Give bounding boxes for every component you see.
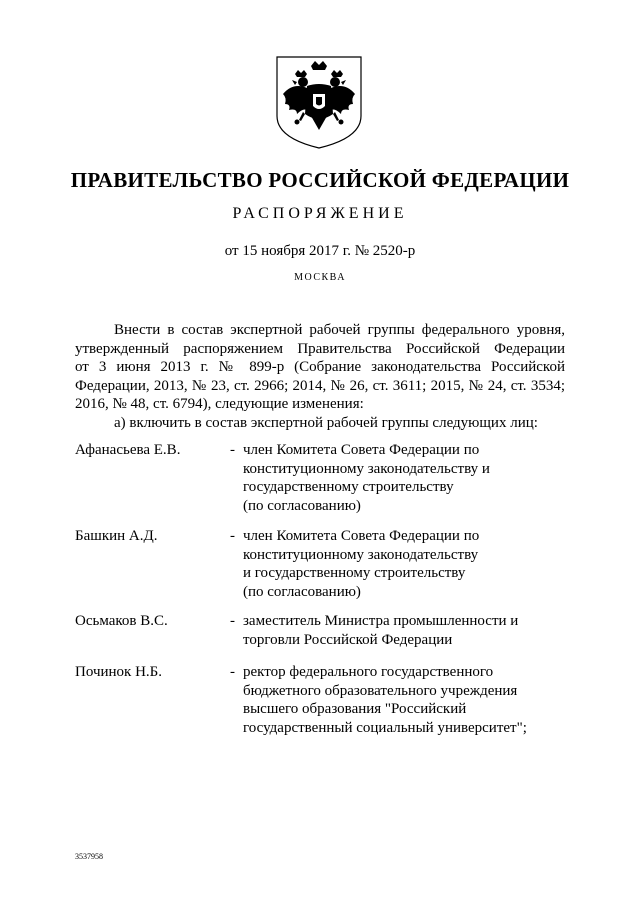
member-role-line: торговли Российской Федерации [243,631,453,648]
decree-text [75,321,565,432]
member-name: Башкин А.Д. [75,528,158,544]
decree-text-line: утвержденный распоряжением Правительства Российской Федерации [75,340,565,357]
member-name: Афанасьева Е.В. [75,442,181,458]
member-role [243,663,573,737]
member-role-line: (по согласованию) [243,497,361,514]
member-role [243,441,573,515]
member-role-line: конституционному законодательству [243,546,479,563]
member-role [243,527,573,601]
document-type: РАСПОРЯЖЕНИЕ [232,205,408,222]
member-role-line: член Комитета Совета Федерации по [243,528,480,544]
decree-text-line: Внести в состав экспертной рабочей группы федерального уровня, [114,322,565,338]
member-dash: - [230,664,235,680]
member-role-line: член Комитета Совета Федерации по [243,442,480,458]
member-role-line: бюджетного образовательного учреждения [243,682,518,699]
member-role-line: государственный социальный университет"; [243,719,527,736]
decree-text-line: Федерации, 2013, № 23, ст. 2966; 2014, № 26, ст. 3611; 2015, № 24, ст. 3534; [75,377,565,394]
government-title: ПРАВИТЕЛЬСТВО РОССИЙСКОЙ ФЕДЕРАЦИИ [70,168,570,192]
document-date-number: от 15 ноября 2017 г. № 2520-р [224,243,416,259]
member-dash: - [230,613,235,629]
decree-text-line: а) включить в состав экспертной рабочей группы следующих лиц: [114,414,538,431]
member-role [243,612,573,649]
member-role-line: государственному строительству [243,479,454,495]
member-name: Починок Н.Б. [75,664,163,680]
member-role-line: (по согласованию) [243,583,361,600]
member-role-line: конституционному законодательству и [243,460,490,477]
member-role-line: заместитель Министра промышленности и [243,613,519,629]
document-internal-number: 3537958 [75,852,103,861]
coat-of-arms-emblem-icon [273,54,365,150]
member-dash: - [230,442,235,458]
decree-text-line: от 3 июня 2013 г. № 899-р (Собрание законодательства Российской [75,359,565,375]
document-city: МОСКВА [294,272,346,283]
member-role-line: высшего образования "Российский [243,701,467,717]
member-role-line: и государственному строительству [243,565,466,581]
member-name: Осьмаков В.С. [75,613,168,629]
member-dash: - [230,528,235,544]
decree-text-line: 2016, № 48, ст. 6794), следующие изменения: [75,396,364,412]
member-role-line: ректор федерального государственного [243,664,494,680]
